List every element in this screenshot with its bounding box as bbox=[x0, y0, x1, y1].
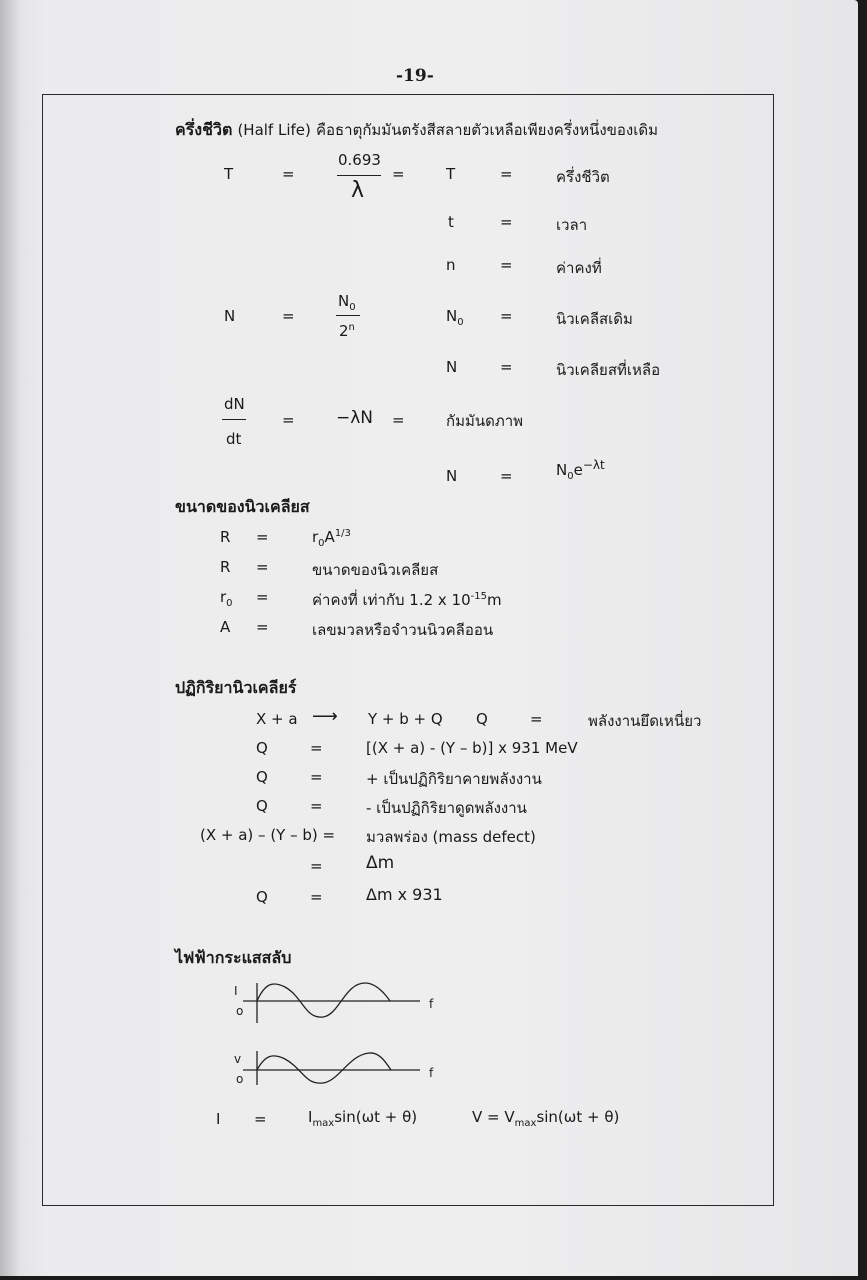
graph2-x-label: f bbox=[429, 1066, 434, 1080]
reaction-row-rhs: Δm x 931 bbox=[366, 885, 443, 904]
fraction-bar bbox=[337, 175, 381, 176]
def-symbol: T bbox=[446, 165, 456, 183]
binding-energy-label: พลังงานยึดเหนี่ยว bbox=[588, 712, 702, 730]
nucleus-row-eq: = bbox=[256, 558, 269, 576]
voltage-formula: $V = V_{max}\sin(\omega t + \theta)$ bbox=[472, 1108, 620, 1129]
current-formula-lhs: I bbox=[216, 1110, 221, 1128]
def-symbol-N0: $N_0$ bbox=[446, 307, 464, 328]
nucleus-row-sym: R bbox=[220, 558, 231, 576]
formula-T-eq: = bbox=[282, 165, 295, 183]
reaction-arrow: ⟶ bbox=[312, 706, 338, 727]
reaction-row-rhs: - เป็นปฏิกิริยาดูดพลังงาน bbox=[366, 799, 527, 817]
nucleus-row-eq: = bbox=[256, 618, 269, 636]
current-formula-eq: = bbox=[254, 1110, 267, 1128]
reaction-Q-label: Q bbox=[476, 710, 488, 728]
reaction-row-eq: = bbox=[310, 797, 323, 815]
page-number: -19- bbox=[396, 66, 434, 86]
reaction-heading: ปฏิกิริยานิวเคลียร์ bbox=[175, 678, 297, 697]
def-meaning: ครึ่งชีวิต bbox=[556, 168, 610, 186]
def-eq: = bbox=[500, 256, 513, 274]
formula-T-eq2: = bbox=[392, 165, 405, 183]
formula-dN-eq: = bbox=[282, 411, 295, 429]
reaction-rhs: Y + b + Q bbox=[368, 710, 443, 728]
reaction-row-rhs: มวลพร่อง (mass defect) bbox=[366, 828, 536, 846]
formula-N-eq: = bbox=[282, 307, 295, 325]
half-life-heading-desc: คือธาตุกัมมันตรังสีสลายตัวเหลือเพียงครึ่งหนึ่งของเดิม bbox=[315, 121, 659, 139]
formula-T: T bbox=[224, 165, 234, 183]
nucleus-row-eq: = bbox=[256, 528, 269, 546]
decay-eq: = bbox=[500, 467, 513, 485]
reaction-lhs: X + a bbox=[256, 710, 298, 728]
graph1-y-label: I bbox=[234, 984, 238, 998]
graph2-origin: o bbox=[236, 1072, 244, 1085]
reaction-row-eq: = bbox=[310, 857, 323, 875]
half-life-heading-en: (Half Life) bbox=[237, 121, 311, 139]
def-meaning: ค่าคงที่ bbox=[556, 259, 602, 277]
half-life-heading-thai: ครึ่งชีวิต bbox=[175, 120, 233, 139]
ac-heading: ไฟฟ้ากระแสสลับ bbox=[175, 948, 292, 967]
nucleus-row-rhs: เลขมวลหรือจำวนนิวคลีออน bbox=[312, 621, 494, 639]
reaction-row-lhs: (X + a) – (Y – b) = bbox=[200, 826, 336, 844]
reaction-row-rhs: + เป็นปฏิกิริยาคายพลังงาน bbox=[366, 770, 542, 788]
reaction-row-eq: = bbox=[310, 768, 323, 786]
nucleus-row-rhs: ค่าคงที่ เท่ากับ 1.2 x $10^{-15}m$ bbox=[312, 591, 502, 609]
reaction-row-rhs: Δm bbox=[366, 853, 395, 873]
fraction-denominator-2n: 2$^n$ bbox=[339, 322, 355, 340]
reaction-row-rhs: [(X + a) - (Y – b)] x 931 MeV bbox=[366, 739, 578, 757]
def-eq: = bbox=[500, 213, 513, 231]
reaction-row-lhs: Q bbox=[256, 797, 268, 815]
def-eq: = bbox=[500, 165, 513, 183]
decay-lhs: N bbox=[446, 467, 458, 485]
def-meaning: นิวเคลีสเดิม bbox=[556, 310, 633, 328]
nucleus-row-eq: = bbox=[256, 588, 269, 606]
decay-rhs: $N_0e^{-\lambda t}$ bbox=[556, 458, 605, 482]
formula-N: N bbox=[224, 307, 236, 325]
nucleus-row-rhs: ขนาดของนิวเคลียส bbox=[312, 561, 439, 579]
reaction-row-lhs: Q bbox=[256, 888, 268, 906]
def-symbol: N bbox=[446, 358, 458, 376]
fraction-denominator-dt: dt bbox=[226, 430, 242, 448]
fraction-denominator-lambda: λ bbox=[351, 178, 365, 203]
reaction-row-lhs: Q bbox=[256, 739, 268, 757]
graph1-x-label: f bbox=[429, 997, 434, 1011]
def-meaning: เวลา bbox=[556, 216, 588, 234]
fraction-bar bbox=[222, 419, 246, 420]
half-life-heading bbox=[175, 118, 658, 143]
reaction-row-lhs: Q bbox=[256, 768, 268, 786]
reaction-row-eq: = bbox=[310, 739, 323, 757]
nucleus-row-sym: A bbox=[220, 618, 231, 636]
minus-lambda-N: −λN bbox=[336, 408, 374, 428]
graph1-origin: o bbox=[236, 1004, 244, 1018]
nucleus-size-heading: ขนาดของนิวเคลียส bbox=[175, 497, 310, 516]
graph2-y-label: v bbox=[234, 1052, 242, 1066]
fraction-numerator-0693: 0.693 bbox=[338, 151, 381, 169]
voltage-waveform-graph bbox=[234, 1051, 434, 1085]
def-eq: = bbox=[500, 358, 513, 376]
ac-waveform-graphs bbox=[225, 975, 445, 1085]
def-meaning: นิวเคลียสที่เหลือ bbox=[556, 361, 661, 379]
def-symbol: t bbox=[448, 213, 454, 231]
def-eq: = bbox=[500, 307, 513, 325]
fraction-numerator-dN: dN bbox=[224, 395, 245, 413]
fraction-bar bbox=[336, 315, 360, 316]
reaction-row-eq: = bbox=[310, 888, 323, 906]
nucleus-row-sym: $r_0$ bbox=[220, 588, 233, 609]
current-waveform-graph bbox=[234, 983, 434, 1023]
nucleus-row-sym: R bbox=[220, 528, 231, 546]
fraction-numerator-N0: $N_0$ bbox=[338, 292, 356, 313]
reaction-Q-eq: = bbox=[530, 710, 543, 728]
activity-label: กัมมันดภาพ bbox=[446, 412, 524, 430]
def-symbol: n bbox=[446, 256, 456, 274]
nucleus-row-rhs: $r_0A^{1/3}$ bbox=[312, 528, 351, 549]
formula-dN-eq2: = bbox=[392, 411, 405, 429]
current-formula-rhs: $I_{max}\sin(\omega t + \theta)$ bbox=[308, 1108, 418, 1129]
